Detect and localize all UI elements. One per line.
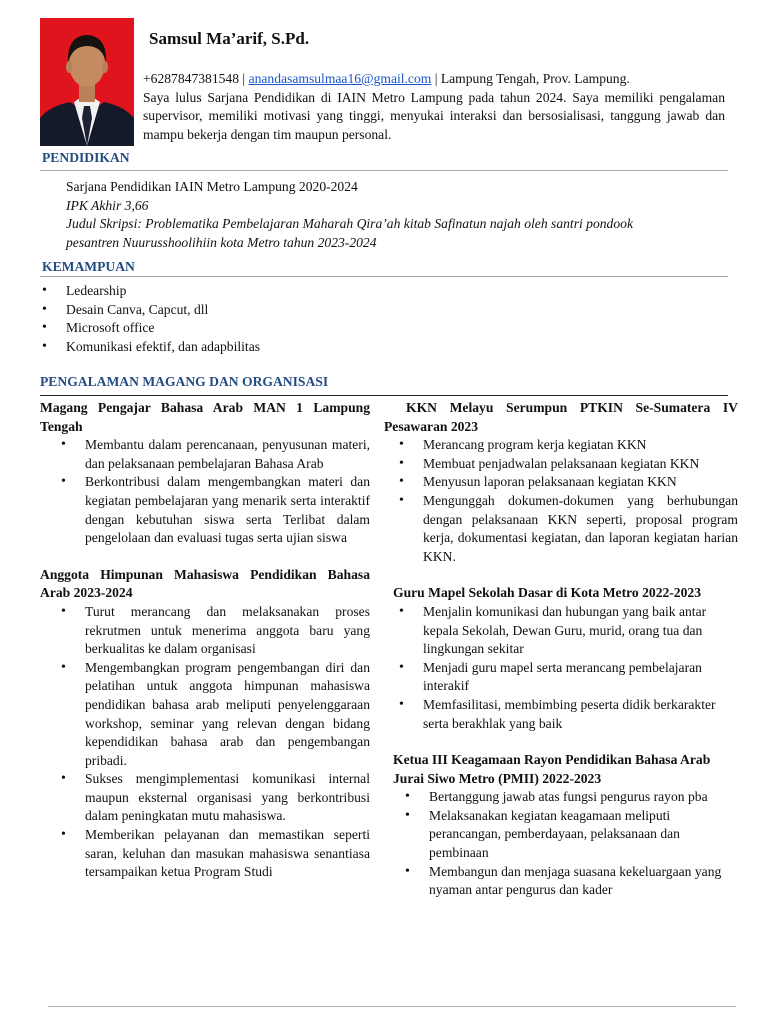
education-thesis-cont: pesantren Nuurusshoolihiin kota Metro tahun 2023-2024 [66,234,377,250]
list-item: • Sukses mengimplementasi komunikasi internal maupun eksternal organisasi yang berkontribusi dalam peningkatan mutu mahasiswa. [85,770,370,826]
list-item: • Membuat penjadwalan pelaksanaan kegiatan KKN [423,455,738,474]
list-item: • Desain Canva, Capcut, dll [66,301,260,320]
education-thesis: Judul Skripsi: Problematika Pembelajaran Maharah Qira’ah kitab Safinatun najah oleh santri pondook [66,216,633,232]
location: | Lampung Tengah, Prov. Lampung. [431,71,630,86]
experience-left-column [40,399,370,891]
list-item: • Membantu dalam perencanaan, penyusunan materi, dan pelaksanaan pembelajaran Bahasa Arab [85,436,370,473]
education-block [66,178,633,252]
experience-right-column [384,399,738,900]
page-bottom-divider [48,1006,736,1007]
list-item: • Microsoft office [66,319,260,338]
section-title-experience: PENGALAMAN MAGANG DAN ORGANISASI [40,374,329,389]
list-item: • Ledearship [66,282,260,301]
list-item: • Menjadi guru mapel serta merancang pembelajaran interakif [423,659,716,696]
experience-heading: KKN Melayu Serumpun PTKIN Se-Sumatera IV Pesawaran 2023 [384,400,738,434]
list-item: • Mengunggah dokumen-dokumen yang berhubungan dengan pelaksanaan KKN seperti, proposal program kerja, dokumentasi kegiatan, dan laporan kegiatan harian KKN. [423,492,738,566]
experience-list [384,788,738,900]
list-item: • Memberikan pelayanan dan memastikan seperti saran, keluhan dan masukan mahasiswa senantiasa tersampaikan ketua Program Studi [85,826,370,882]
list-item: • Menyusun laporan pelaksanaan kegiatan KKN [423,473,738,492]
list-item: • Menjalin komunikasi dan hubungan yang baik antar kepala Sekolah, Dewan Guru, murid, orang tua dan lingkungan sekitar [423,603,716,659]
education-gpa: IPK Akhir 3,66 [66,197,149,213]
summary-text: Saya lulus Sarjana Pendidikan di IAIN Metro Lampung pada tahun 2024. Saya memiliki pengalaman supervisor, memiliki motivasi yang tinggi, menyukai interaksi dan bersosialisasi, tanggung jawab dan mampu bekerja dengan tim maupun personal. [143,89,725,142]
profile-photo [40,18,134,146]
contact-summary [143,70,725,144]
list-item: • Memfasilitasi, membimbing peserta didik berkarakter serta berakhlak yang baik [423,696,716,733]
separator: | [239,71,249,86]
section-title-skills: KEMAMPUAN [42,259,135,274]
list-item: • Berkontribusi dalam mengembangkan materi dan kegiatan pembelajaran yang menarik serta interaktif dengan kebutuhan siswa serta Terlibat dalam pengelolaan dan evaluasi tugas serta ujian siswa [85,473,370,547]
list-item: • Membangun dan menjaga suasana kekeluargaan yang nyaman antar pengurus dan kader [429,863,728,900]
experience-list [384,436,738,566]
list-item: • Melaksanakan kegiatan keagamaan meliputi perancangan, pemberdayaan, pelaksanaan dan pembinaan [429,807,728,863]
education-degree: Sarjana Pendidikan IAIN Metro Lampung 2020-2024 [66,179,358,194]
section-title-education: PENDIDIKAN [42,150,130,165]
list-item: • Turut merancang dan melaksanakan proses rekrutmen untuk menerima anggota baru yang berkualitas ke dalam organisasi [85,603,370,659]
divider [40,276,728,277]
list-item: • Komunikasi efektif, dan adapbilitas [66,338,260,357]
experience-list [40,436,370,548]
person-name: Samsul Ma’arif, S.Pd. [149,29,310,48]
divider [40,395,728,396]
skills-list [66,282,260,356]
list-item: • Merancang program kerja kegiatan KKN [423,436,738,455]
experience-heading: Guru Mapel Sekolah Dasar di Kota Metro 2022-2023 [393,585,701,601]
list-item: • Bertanggung jawab atas fungsi pengurus rayon pba [429,788,728,807]
experience-list [384,603,738,733]
list-item: • Mengembangkan program pengembangan diri dan pelatihan untuk anggota himpunan mahasiswa pendidikan bahasa arab meliputi penyelenggaraan workshop, seminar yang relevan dengan bidang kependidikan bahasa arab dan pengembangan pribadi. [85,659,370,771]
phone-number: +6287847381548 [143,71,240,86]
email-link[interactable]: anandasamsulmaa16@gmail.com [248,71,432,86]
divider [40,170,728,171]
experience-heading: Magang Pengajar Bahasa Arab MAN 1 Lampung Tengah [40,400,370,434]
experience-heading: Ketua III Keagamaan Rayon Pendidikan Bahasa Arab Jurai Siwo Metro (PMII) 2022-2023 [393,752,711,786]
experience-list [40,603,370,882]
experience-heading: Anggota Himpunan Mahasiswa Pendidikan Bahasa Arab 2023-2024 [40,566,370,601]
